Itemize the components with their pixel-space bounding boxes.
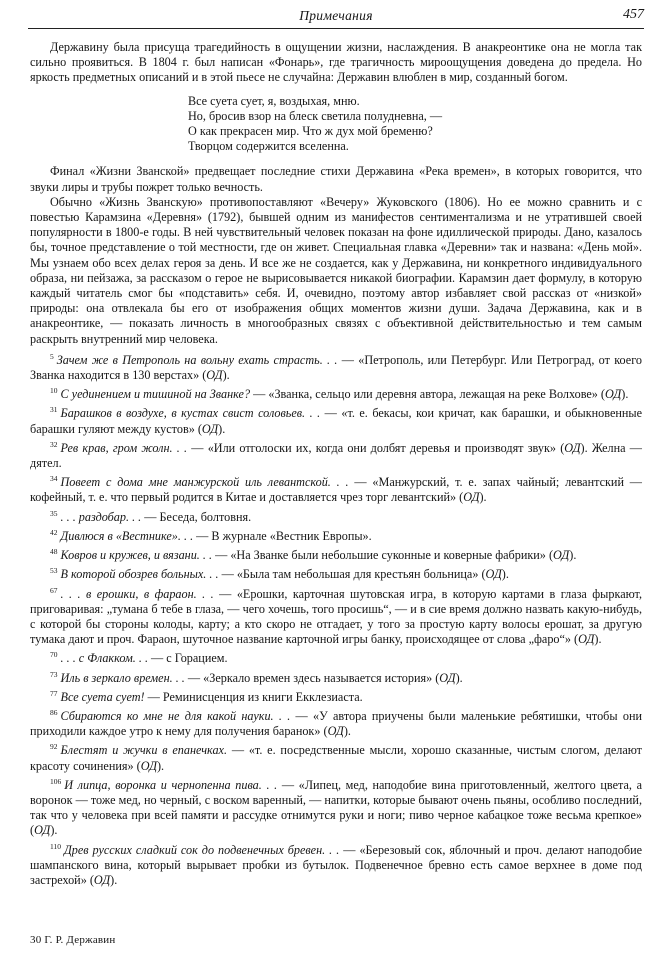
- note-number: 53: [50, 566, 58, 576]
- note-number: 35: [50, 508, 58, 518]
- note-item: [30, 544, 642, 563]
- note-number: 48: [50, 547, 58, 557]
- note-tail: ).: [50, 823, 58, 838]
- note-number: 5: [50, 351, 54, 361]
- note-text: — В журнале «Вестник Европы».: [193, 528, 372, 543]
- note-tail: ).: [621, 387, 629, 402]
- note-number: 77: [50, 688, 58, 698]
- note-source-abbr: ОД: [201, 421, 219, 436]
- note-lemma: Ковров и кружев, и вязани. . .: [60, 548, 213, 563]
- note-item: [30, 349, 642, 383]
- note-number: 34: [50, 474, 58, 484]
- note-text: — «т. е. бекасы, кои кричат, как барашки, и обыкновенные барашки гуляют между кустов» (: [30, 406, 642, 436]
- note-number: 67: [50, 585, 58, 595]
- note-source-abbr: ОД: [605, 387, 622, 402]
- note-item: [30, 437, 642, 471]
- note-tail: ). Желна — дятел.: [30, 440, 642, 471]
- note-source-abbr: ОД: [327, 724, 344, 739]
- note-lemma: Иль в зеркало времен. . .: [60, 670, 185, 685]
- running-header: [28, 6, 644, 29]
- verse-line: Все суета сует, я, воздыхая, мню.: [188, 93, 360, 108]
- note-item: [30, 739, 642, 773]
- note-item: [30, 583, 642, 648]
- note-item: [30, 383, 642, 402]
- note-number: 106: [50, 776, 62, 786]
- note-lemma: С уединением и тишиной на Званке?: [60, 387, 251, 402]
- note-text: — «Ерошки, карточная шутовская игра, в которую картами в глаза фыркают, приговаривая: „тумана б тебе в глаза, — чего хочешь, того просишь“, — и в сие время должно назвать какую-нибудь, с которой бы стороны колоды, карту; а кто скоро не отгадает, у того за простую карту волосы ерошат, за другую тумака дают и проч. Фараон, шуточное название карточной игры банку, происходящее от слова „фаро“» (: [30, 586, 643, 647]
- note-lemma: . . . раздобар. . .: [60, 509, 142, 524]
- verse-line: Творцом содержится вселенна.: [188, 139, 349, 154]
- note-item: [30, 563, 642, 582]
- note-item: [30, 705, 642, 739]
- note-text: — «Березовый сок, яблочный и проч. делают наподобие шампанского вина, который вырывает пробки из бутылок. Подвенечное бревно есть самое верхнее в доме под застрехой» (: [30, 842, 643, 887]
- verse-line: О как прекрасен мир. Что ж дух мой бременю?: [188, 124, 433, 139]
- note-text: — «Петрополь, или Петербург. Или Петроград, от коего Званка находится в 130 верстах» (: [30, 352, 642, 383]
- note-text: — «Липец, мед, наподобие вина приготовленный, желтого цвета, а воронок — тоже мед, но черный, с воском варенный, — напитки, которые бывают очень пьяны, особливо последний, так что у человека при всей памяти и рассудке отнимутся руки и ноги; пиво черное кабацкое тоже весьма крепкое» (: [30, 777, 642, 838]
- note-tail: ).: [479, 490, 487, 505]
- note-tail: ).: [594, 632, 602, 647]
- note-text: — с Горацием.: [148, 651, 228, 666]
- line-notes: [30, 349, 642, 888]
- note-text: — «Манжурский, т. е. запах чайный; левантский — кофейный, т. е. что первый родится в Китае и доставляется чрез торг левантский» (: [30, 475, 642, 505]
- note-number: 73: [50, 669, 58, 679]
- note-item: [30, 525, 642, 544]
- note-item: [30, 471, 642, 505]
- note-item: [30, 647, 642, 666]
- note-item: [30, 506, 642, 525]
- note-source-abbr: ОД: [93, 872, 111, 887]
- note-number: 70: [50, 650, 58, 660]
- signature-footer: 30 Г. Р. Державин: [30, 934, 116, 946]
- note-source-abbr: ОД: [485, 567, 502, 582]
- verse-quote: [188, 94, 642, 155]
- note-lemma: Зачем же в Петрополь на вольну ехать страсть. . .: [56, 352, 338, 367]
- note-lemma: Блестят и жучки в епанечках.: [60, 743, 228, 758]
- note-tail: ).: [501, 567, 509, 582]
- note-number: 86: [50, 707, 58, 717]
- note-lemma: Сбираются ко мне не для какой науки. . .: [60, 708, 291, 723]
- main-text: [30, 40, 642, 888]
- note-text: — «т. е. посредственные мысли, хорошо сказанные, чистым слогом, делают красоту сочинения» (: [30, 743, 642, 773]
- running-title: Примечания: [299, 8, 373, 23]
- note-tail: ).: [343, 724, 351, 739]
- note-source-abbr: ОД: [578, 632, 595, 647]
- note-item: [30, 686, 642, 705]
- note-text: — «Званка, сельцо или деревня автора, лежащая на реке Волхове» (: [250, 387, 605, 402]
- note-lemma: Дивлюся в «Вестнике». . .: [60, 528, 194, 543]
- note-item: [30, 839, 642, 889]
- note-lemma: В которой обозрев больных. . .: [60, 567, 219, 582]
- note-source-abbr: ОД: [34, 823, 51, 838]
- paragraph: Обычно «Жизнь Званскую» противопоставляют «Вечеру» Жуковского (1806). Но ее можно сравнить и с повестью Карамзина «Деревня» (1792), бывшей одним из манифестов сентиментализма и не утратившей своей популярности в 1800-е годы. В ней чувствительный человек показан на фоне идиллической природы. Дано, казалось бы, точное представление о той местности, где он живет. Специальная главка «Деревни» так и названа: «День мой». Мы узнаем обо всех делах героя за день. И все же не создается, как у Державина, ни конкретного индивидуального образа, ни пейзажа, за рассказом о герое не вырисовывается никакой биографии. Карамзин дает формулу, в которую каждый читатель смог бы «подставить» себя. И, очевидно, поэтому автор избавляет свой рассказ от «низкой» природы: она отвлекала бы его от изображения общих моментов жизни души. Задача Державина, как и в анакреонтике, — показать личность в многообразных связях с объективной действительностью и тем самым раскрыть внутренний мир человека.: [30, 194, 642, 346]
- note-text: — «На Званке были небольшие суконные и коверные фабрики» (: [212, 548, 554, 563]
- note-source-abbr: ОД: [553, 548, 570, 563]
- note-lemma: . . . с Флакком. . .: [60, 651, 148, 666]
- note-source-abbr: ОД: [439, 670, 456, 685]
- note-lemma: Повеет с дома мне манжурской иль левантской. . .: [60, 475, 349, 490]
- note-text: — Реминисценция из книги Екклезиаста.: [144, 689, 363, 704]
- note-item: [30, 667, 642, 686]
- note-source-abbr: ОД: [206, 368, 223, 383]
- verse-line: Но, бросив взор на блеск светила полудневна, —: [188, 108, 443, 123]
- note-lemma: . . . в ерошки, в фараон. . .: [60, 586, 214, 601]
- intro-paragraph: Державину была присуща трагедийность в ощущении жизни, наслаждения. В анакреонтике она не могла так сильно проявиться. В 1804 г. был написан «Фонарь», где трагичность мироощущения доведена до предела. Но яркость предметных описаний и в этой пьесе не случайна: Державин влюблен в мир, созданный богом.: [30, 40, 642, 85]
- note-number: 10: [50, 386, 58, 396]
- note-source-abbr: ОД: [140, 758, 157, 773]
- note-tail: ).: [569, 548, 577, 563]
- note-text: — Беседа, болтовня.: [141, 509, 252, 524]
- note-lemma: И липца, воронка и чернопенна пива. . .: [64, 777, 278, 792]
- page-number: 457: [623, 7, 644, 22]
- note-number: 92: [50, 742, 58, 752]
- note-number: 42: [50, 527, 58, 537]
- note-tail: ).: [110, 872, 118, 887]
- note-tail: ).: [222, 368, 230, 383]
- note-lemma: Барашков в воздухе, в кустах свист соловьев. . .: [60, 406, 321, 421]
- note-item: [30, 402, 642, 436]
- note-source-abbr: ОД: [564, 440, 581, 455]
- note-text: — «Или отголоски их, когда они долбят деревья и производят звук» (: [187, 440, 565, 455]
- note-tail: ).: [218, 421, 226, 436]
- note-tail: ).: [156, 758, 165, 773]
- note-lemma: Все суета сует!: [60, 689, 145, 704]
- note-lemma: Древ русских сладкий сок до подвенечных бревен. . .: [63, 842, 340, 857]
- note-number: 110: [50, 841, 61, 851]
- note-text: — «Зеркало времен здесь называется история» (: [184, 670, 440, 685]
- paragraph: Финал «Жизни Званской» предвещает последние стихи Державина «Река времен», в которых говорится, что звуки лиры и трубы пожрет только вечность.: [30, 164, 642, 194]
- note-number: 31: [50, 405, 58, 415]
- note-text: — «У автора приучены были маленькие ребятишки, чтобы они приходили каждое утро к нему для получения баранок» (: [30, 708, 642, 739]
- note-number: 32: [50, 439, 58, 449]
- note-item: [30, 774, 642, 839]
- note-lemma: Рев крав, гром жолн. . .: [60, 440, 188, 455]
- note-text: — «Была там небольшая для крестьян больница» (: [218, 567, 486, 582]
- note-tail: ).: [455, 670, 463, 685]
- note-source-abbr: ОД: [463, 490, 480, 505]
